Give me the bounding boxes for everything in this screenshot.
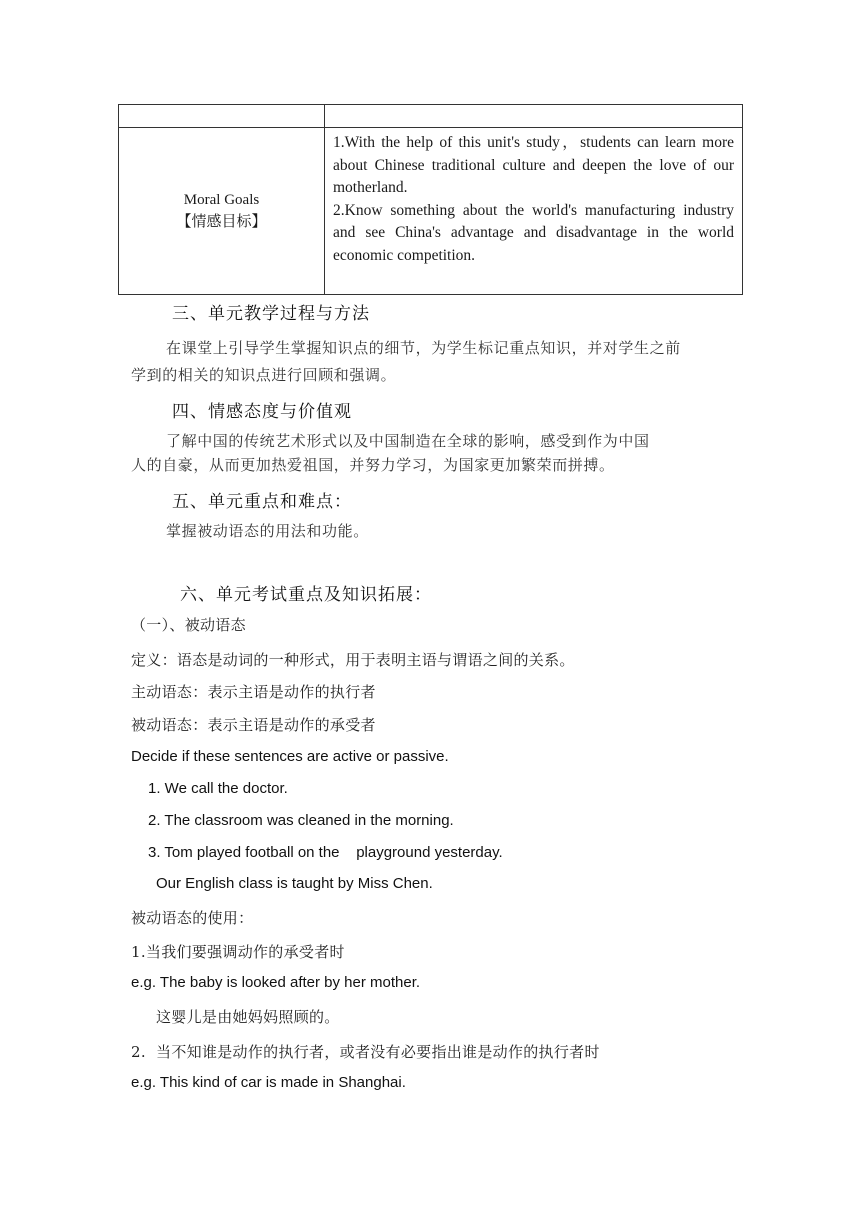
section-4-heading: 四、情感态度与价值观 — [172, 402, 352, 422]
section-4-paragraph-line-2: 人的自豪，从而更加热爱祖国，并努力学习，为国家更加繁荣而拼搏。 — [131, 456, 615, 474]
moral-goals-label-cn: 【情感目标】 — [176, 214, 267, 230]
usage-point-2: 2. 当不知谁是动作的执行者，或者没有必要指出谁是动作的执行者时 — [131, 1043, 600, 1061]
moral-goal-item-2: 2.Know something about the world's manufacturing industry and see China's advantage and disadvantage in the world economic competition. — [333, 201, 734, 264]
table-cell-empty-content — [325, 105, 743, 128]
definition-line: 定义：语态是动词的一种形式，用于表明主语与谓语之间的关系。 — [131, 651, 575, 669]
table-row-empty — [119, 105, 743, 128]
exercise-sentence-4: Our English class is taught by Miss Chen. — [156, 875, 433, 892]
section-3-paragraph-line-2: 学到的相关的知识点进行回顾和强调。 — [131, 366, 397, 384]
table-row-moral-goals — [119, 128, 743, 295]
exercise-prompt: Decide if these sentences are active or passive. — [131, 748, 449, 765]
section-5-heading: 五、单元重点和难点： — [172, 492, 352, 512]
section-6-heading: 六、单元考试重点及知识拓展： — [180, 585, 432, 605]
example-sentence-1: e.g. The baby is looked after by her mother. — [131, 974, 421, 991]
moral-goals-content-cell — [325, 128, 743, 295]
exercise-sentence-1: 1. We call the doctor. — [148, 780, 288, 797]
passive-voice-subheading: （一）、被动语态 — [131, 616, 246, 634]
exercise-sentence-2: 2. The classroom was cleaned in the morning. — [148, 812, 454, 829]
section-3-paragraph-line-1: 在课堂上引导学生掌握知识点的细节，为学生标记重点知识，并对学生之前 — [166, 339, 681, 357]
example-sentence-2: e.g. This kind of car is made in Shanghai. — [131, 1074, 406, 1091]
goals-table — [118, 104, 743, 295]
section-5-paragraph: 掌握被动语态的用法和功能。 — [166, 522, 369, 540]
passive-voice-line: 被动语态：表示主语是动作的承受者 — [131, 716, 376, 734]
example-sentence-1-translation: 这婴儿是由她妈妈照顾的。 — [156, 1008, 340, 1026]
moral-goals-label-en: Moral Goals — [183, 192, 260, 208]
table-cell-empty-label — [119, 105, 325, 128]
section-4-paragraph-line-1: 了解中国的传统艺术形式以及中国制造在全球的影响，感受到作为中国 — [166, 432, 650, 450]
moral-goals-label-cell — [119, 128, 325, 295]
moral-goal-item-1: 1.With the help of this unit's study，students can learn more about Chinese traditional culture and deepen the love of our motherland. — [333, 134, 734, 196]
exercise-sentence-3: 3. Tom played football on the playground yesterday. — [148, 844, 503, 861]
active-voice-line: 主动语态：表示主语是动作的执行者 — [131, 683, 376, 701]
usage-heading: 被动语态的使用： — [131, 909, 254, 927]
usage-point-1: 1.当我们要强调动作的承受者时 — [131, 943, 345, 961]
section-3-heading: 三、单元教学过程与方法 — [172, 304, 370, 324]
